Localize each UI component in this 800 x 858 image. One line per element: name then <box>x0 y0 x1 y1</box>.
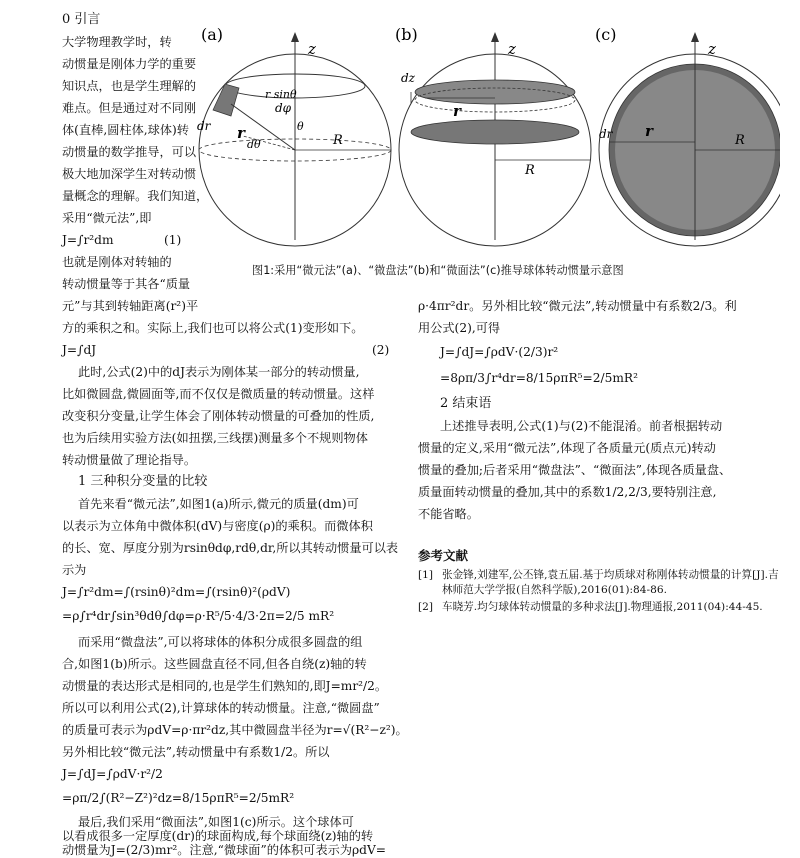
panel-c-label: (c) <box>595 25 617 44</box>
z-axis-label: z <box>308 40 316 58</box>
references-heading: 参考文献 <box>418 548 469 563</box>
text-line: 惯量的定义,采用“微元法”,体现了各质量元(质点元)转动 <box>418 441 716 455</box>
dr-label: dr <box>197 119 211 133</box>
rsin-label: r sinθ <box>265 88 297 101</box>
text-line: 惯量的叠加;后者采用“微盘法”、“微面法”,体现各质量盘、 <box>418 463 732 477</box>
text-line: 首先来看“微元法”,如图1(a)所示,微元的质量(dm)可 <box>78 497 359 511</box>
text-line: 改变积分变量,让学生体会了刚体转动惯量的可叠加的性质, <box>62 409 375 423</box>
text-line: 也就是刚体对转轴的 <box>62 255 172 269</box>
equation-2: J=∫dJ <box>62 343 97 357</box>
panel-b-label: (b) <box>395 25 418 44</box>
text-line: 以表示为立体角中微体积(dV)与密度(ρ)的乘积。而微体积 <box>62 519 373 533</box>
panel-c <box>595 25 780 246</box>
text-line: 元”与其到转轴距离(r²)平 <box>62 299 199 313</box>
reference-number: [2] <box>418 601 434 613</box>
equation-5a: J=∫dJ=∫ρdV·(2/3)r² <box>440 345 559 359</box>
text-line: 转动惯量等于其各“质量 <box>62 277 191 291</box>
equation-5b: =8ρπ/3∫r⁴dr=8/15ρπR⁵=2/5mR² <box>440 371 638 385</box>
panel-a <box>197 25 391 246</box>
reference-text: 林师范大学学报(自然科学版),2016(01):84-86. <box>442 584 667 596</box>
equation-4a: J=∫dJ=∫ρdV·r²/2 <box>62 767 163 781</box>
text-line: 难点。但是通过对不同刚 <box>62 101 197 115</box>
text-line: 体(直棒,圆柱体,球体)转 <box>62 123 189 137</box>
equation-2-number: (2) <box>372 343 390 357</box>
reference-text: 张金锋,刘建军,公丕锋,袁五届.基于均质球对称刚体转动惯量的计算[J].吉 <box>442 569 779 581</box>
intro-heading: 0 引言 <box>62 12 101 27</box>
text-line: 不能省略。 <box>418 507 479 521</box>
equation-3b: =ρ∫r⁴dr∫sin³θdθ∫dφ=ρ·R⁵/5·4/3·2π=2/5 mR² <box>62 609 335 623</box>
text-line: 所以可以利用公式(2),计算球体的转动惯量。注意,“微圆盘” <box>62 701 380 715</box>
dphi-label: dφ <box>275 101 292 115</box>
z-axis-label: z <box>508 40 516 58</box>
text-line: 量概念的理解。我们知道， <box>62 189 209 203</box>
text-line: 上述推导表明,公式(1)与(2)不能混淆。前者根据转动 <box>440 419 723 433</box>
r-label: r <box>453 102 461 120</box>
text-line: 方的乘积之和。实际上,我们也可以将公式(1)变形如下。 <box>62 321 364 335</box>
dr-label: dr <box>599 127 613 141</box>
text-line: 的长、宽、厚度分别为rsinθdφ,rdθ,dr,所以其转动惯量可以表 <box>62 541 399 555</box>
reference-number: [1] <box>418 569 434 581</box>
text-line: 也为后续用实验方法(如扭摆,三线摆)测量多个不规则物体 <box>62 431 368 445</box>
theta-label: θ <box>297 120 304 133</box>
text-line: 的质量可表示为ρdV=ρ·πr²dz,其中微圆盘半径为r=√(R²−z²)。 <box>62 723 408 737</box>
dtheta-label: dθ <box>247 138 261 151</box>
equation-4b: =ρπ/2∫(R²−Z²)²dz=8/15ρπR⁵=2/5mR² <box>62 791 295 805</box>
conclusion-heading: 2 结束语 <box>440 396 492 411</box>
text-line: 以看成很多一定厚度(dr)的球面构成,每个球面绕(z)轴的转 <box>62 829 374 843</box>
text-line: 大学物理教学时，转 <box>62 35 172 49</box>
equation-1-number: (1) <box>164 233 182 247</box>
text-line: 此时,公式(2)中的dJ表示为刚体某一部分的转动惯量, <box>78 365 360 379</box>
panel-b <box>395 25 591 246</box>
text-line: 质量面转动惯量的叠加,其中的系数1/2,2/3,要特别注意, <box>418 485 717 499</box>
r-label: r <box>645 122 653 140</box>
radius-label: R <box>735 133 745 148</box>
text-line: 比如微圆盘,微圆面等,而不仅仅是微质量的转动惯量。这样 <box>62 387 375 401</box>
text-line: 用公式(2),可得 <box>418 321 501 335</box>
text-line: 最后,我们采用“微面法”,如图1(c)所示。这个球体可 <box>78 815 354 829</box>
figure-1 <box>195 12 780 262</box>
text-line: 合,如图1(b)所示。这些圆盘直径不同,但各自绕(z)轴的转 <box>62 657 367 671</box>
text-line: 知识点，也是学生理解的 <box>62 79 197 93</box>
text-line: ρ·4πr²dr。另外相比较“微元法”,转动惯量中有系数2/3。利 <box>418 299 737 313</box>
text-line: 动惯量的表达形式是相同的,也是学生们熟知的,即J=mr²/2。 <box>62 679 388 693</box>
z-axis-label: z <box>708 40 716 58</box>
radius-label: R <box>333 133 343 148</box>
dz-label: dz <box>401 71 416 85</box>
text-line: 采用“微元法”,即 <box>62 211 152 225</box>
text-line: 示为 <box>62 563 87 577</box>
section-1-heading: 1 三种积分变量的比较 <box>78 474 208 489</box>
text-line: 而采用“微盘法”,可以将球体的体积分成很多圆盘的组 <box>78 635 363 649</box>
text-line: 动惯量的数学推导，可以 <box>62 145 197 159</box>
equation-1: J=∫r²dm <box>62 233 114 247</box>
r-label: r <box>237 124 245 142</box>
figure-caption: 图1:采用“微元法”(a)、“微盘法”(b)和“微面法”(c)推导球体转动惯量示意图 <box>252 264 624 277</box>
equation-3a: J=∫r²dm=∫(rsinθ)²dm=∫(rsinθ)²(ρdV) <box>62 585 291 599</box>
text-line: 极大地加深学生对转动惯 <box>62 167 197 181</box>
text-line: 动惯量是刚体力学的重要 <box>62 57 197 71</box>
text-line: 另外相比较“微元法”,转动惯量中有系数1/2。所以 <box>62 745 330 759</box>
radius-label: R <box>525 163 535 178</box>
reference-text: 车晓芳.均匀球体转动惯量的多种求法[J].物理通报,2011(04):44-45. <box>442 601 763 613</box>
panel-a-label: (a) <box>201 25 224 44</box>
text-line: 转动惯量做了理论指导。 <box>62 453 197 467</box>
text-line: 动惯量为J=(2/3)mr²。注意,“微球面”的体积可表示为ρdV= <box>62 843 386 857</box>
